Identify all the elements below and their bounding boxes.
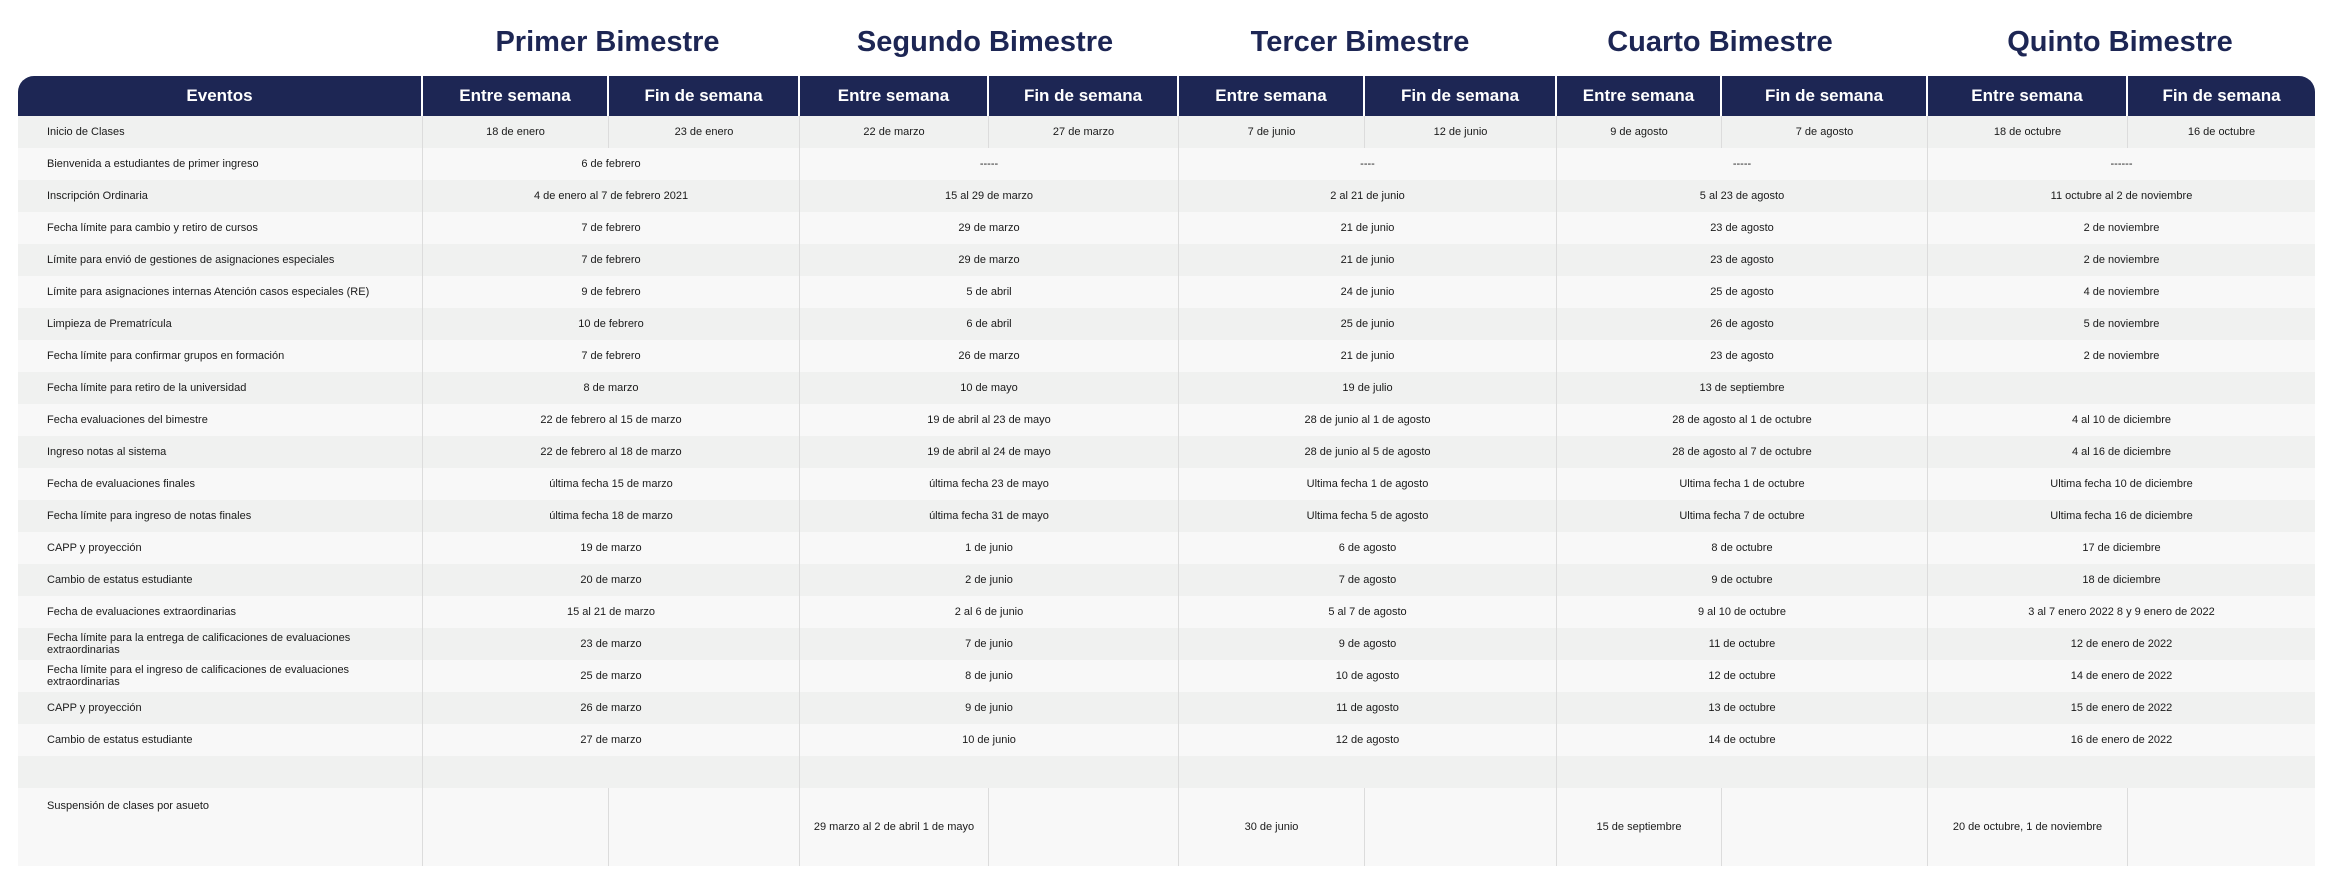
table-cell: 25 de agosto bbox=[1557, 276, 1928, 308]
table-cell: 15 al 29 de marzo bbox=[800, 180, 1179, 212]
calendar-table bbox=[18, 76, 2315, 866]
table-cell: 20 de marzo bbox=[423, 564, 800, 596]
table-cell bbox=[2128, 788, 2315, 866]
table-cell: 24 de junio bbox=[1179, 276, 1557, 308]
table-cell: 27 de marzo bbox=[423, 724, 800, 756]
event-label: Límite para envió de gestiones de asignaciones especiales bbox=[18, 244, 423, 276]
table-cell: 5 de abril bbox=[800, 276, 1179, 308]
table-cell: Ultima fecha 10 de diciembre bbox=[1928, 468, 2315, 500]
table-cell: 26 de marzo bbox=[423, 692, 800, 724]
event-label: Límite para asignaciones internas Atención casos especiales (RE) bbox=[18, 276, 423, 308]
header-b4-entre-semana: Entre semana bbox=[1557, 76, 1722, 116]
table-row bbox=[18, 404, 2315, 436]
table-cell: 9 de febrero bbox=[423, 276, 800, 308]
table-cell: 15 al 21 de marzo bbox=[423, 596, 800, 628]
table-cell: 15 de enero de 2022 bbox=[1928, 692, 2315, 724]
table-cell: última fecha 23 de mayo bbox=[800, 468, 1179, 500]
table-cell: 2 de noviembre bbox=[1928, 212, 2315, 244]
table-cell: 18 de enero bbox=[423, 116, 609, 148]
table-cell: Ultima fecha 7 de octubre bbox=[1557, 500, 1928, 532]
table-row bbox=[18, 340, 2315, 372]
event-label: Limpieza de Prematrícula bbox=[18, 308, 423, 340]
suspension-row bbox=[18, 788, 2315, 866]
table-cell: 10 de febrero bbox=[423, 308, 800, 340]
header-eventos: Eventos bbox=[18, 76, 423, 116]
table-row bbox=[18, 244, 2315, 276]
table-cell: 10 de mayo bbox=[800, 372, 1179, 404]
event-label: Fecha límite para ingreso de notas finales bbox=[18, 500, 423, 532]
table-cell: 8 de marzo bbox=[423, 372, 800, 404]
table-row bbox=[18, 276, 2315, 308]
table-cell: 6 de abril bbox=[800, 308, 1179, 340]
table-cell: 10 de agosto bbox=[1179, 660, 1557, 692]
table-cell: 7 de junio bbox=[1179, 116, 1365, 148]
table-cell bbox=[609, 788, 800, 866]
header-b3-entre-semana: Entre semana bbox=[1179, 76, 1365, 116]
table-cell: ------ bbox=[1928, 148, 2315, 180]
table-cell: 21 de junio bbox=[1179, 212, 1557, 244]
table-cell: 2 de noviembre bbox=[1928, 340, 2315, 372]
table-row bbox=[18, 148, 2315, 180]
table-cell: 7 de agosto bbox=[1722, 116, 1928, 148]
event-label: Inscripción Ordinaria bbox=[18, 180, 423, 212]
spacer-cell bbox=[1179, 756, 1557, 788]
table-cell: 21 de junio bbox=[1179, 340, 1557, 372]
event-label: Fecha de evaluaciones finales bbox=[18, 468, 423, 500]
table-cell: 5 de noviembre bbox=[1928, 308, 2315, 340]
table-cell: 29 de marzo bbox=[800, 244, 1179, 276]
table-cell: 4 de enero al 7 de febrero 2021 bbox=[423, 180, 800, 212]
table-cell: 15 de septiembre bbox=[1557, 788, 1722, 866]
table-cell: 16 de octubre bbox=[2128, 116, 2315, 148]
table-row bbox=[18, 468, 2315, 500]
bimestre-3-title: Tercer Bimestre bbox=[1250, 26, 1470, 58]
table-cell: 18 de octubre bbox=[1928, 116, 2128, 148]
table-cell: 4 de noviembre bbox=[1928, 276, 2315, 308]
table-cell: 22 de marzo bbox=[800, 116, 989, 148]
bimestre-1-title: Primer Bimestre bbox=[495, 26, 720, 58]
table-cell: 7 de febrero bbox=[423, 340, 800, 372]
table-cell: 19 de julio bbox=[1179, 372, 1557, 404]
event-label: Fecha límite para la entrega de calificaciones de evaluaciones extraordinarias bbox=[18, 628, 423, 660]
table-row bbox=[18, 308, 2315, 340]
table-cell: 2 de junio bbox=[800, 564, 1179, 596]
table-cell: ---- bbox=[1179, 148, 1557, 180]
event-label: Fecha límite para el ingreso de calificaciones de evaluaciones extraordinarias bbox=[18, 660, 423, 692]
table-cell: 8 de junio bbox=[800, 660, 1179, 692]
header-b4-fin-de-semana: Fin de semana bbox=[1722, 76, 1928, 116]
table-cell: 9 de junio bbox=[800, 692, 1179, 724]
spacer-cell bbox=[800, 756, 1179, 788]
table-cell: Ultima fecha 1 de octubre bbox=[1557, 468, 1928, 500]
table-cell: 22 de febrero al 18 de marzo bbox=[423, 436, 800, 468]
spacer-cell bbox=[423, 756, 800, 788]
table-cell: 29 marzo al 2 de abril 1 de mayo bbox=[800, 788, 989, 866]
table-row bbox=[18, 180, 2315, 212]
table-cell: 7 de junio bbox=[800, 628, 1179, 660]
table-cell: 25 de junio bbox=[1179, 308, 1557, 340]
table-cell: 29 de marzo bbox=[800, 212, 1179, 244]
bimestre-2-title: Segundo Bimestre bbox=[856, 26, 1114, 58]
header-b2-fin-de-semana: Fin de semana bbox=[989, 76, 1179, 116]
spacer-cell bbox=[1557, 756, 1928, 788]
table-cell bbox=[989, 788, 1179, 866]
table-cell: 28 de junio al 1 de agosto bbox=[1179, 404, 1557, 436]
event-label: Inicio de Clases bbox=[18, 116, 423, 148]
table-cell: 12 de enero de 2022 bbox=[1928, 628, 2315, 660]
table-row bbox=[18, 628, 2315, 660]
table-row bbox=[18, 372, 2315, 404]
table-cell: 23 de agosto bbox=[1557, 340, 1928, 372]
table-cell: 28 de agosto al 1 de octubre bbox=[1557, 404, 1928, 436]
table-cell: 4 al 16 de diciembre bbox=[1928, 436, 2315, 468]
table-row bbox=[18, 692, 2315, 724]
table-cell: 8 de octubre bbox=[1557, 532, 1928, 564]
table-cell: 20 de octubre, 1 de noviembre bbox=[1928, 788, 2128, 866]
table-cell: 27 de marzo bbox=[989, 116, 1179, 148]
table-cell: 23 de enero bbox=[609, 116, 800, 148]
header-row bbox=[18, 76, 2315, 116]
header-b5-entre-semana: Entre semana bbox=[1928, 76, 2128, 116]
table-cell: 5 al 23 de agosto bbox=[1557, 180, 1928, 212]
table-cell: 10 de junio bbox=[800, 724, 1179, 756]
table-cell: 7 de febrero bbox=[423, 244, 800, 276]
header-b1-entre-semana: Entre semana bbox=[423, 76, 609, 116]
table-cell: 16 de enero de 2022 bbox=[1928, 724, 2315, 756]
event-label: Suspensión de clases por asueto bbox=[18, 788, 423, 866]
table-row bbox=[18, 532, 2315, 564]
table-row bbox=[18, 596, 2315, 628]
event-label: Fecha de evaluaciones extraordinarias bbox=[18, 596, 423, 628]
table-cell: 13 de octubre bbox=[1557, 692, 1928, 724]
table-cell: 7 de agosto bbox=[1179, 564, 1557, 596]
event-label: Fecha límite para cambio y retiro de cursos bbox=[18, 212, 423, 244]
table-cell: ----- bbox=[1557, 148, 1928, 180]
table-cell bbox=[1722, 788, 1928, 866]
table-cell: 2 de noviembre bbox=[1928, 244, 2315, 276]
table-row bbox=[18, 436, 2315, 468]
table-cell: última fecha 31 de mayo bbox=[800, 500, 1179, 532]
bimestre-5-title: Quinto Bimestre bbox=[2007, 26, 2233, 58]
table-cell: 26 de agosto bbox=[1557, 308, 1928, 340]
table-cell: 12 de octubre bbox=[1557, 660, 1928, 692]
event-label: CAPP y proyección bbox=[18, 692, 423, 724]
header-b5-fin-de-semana: Fin de semana bbox=[2128, 76, 2315, 116]
table-row bbox=[18, 660, 2315, 692]
table-cell: Ultima fecha 16 de diciembre bbox=[1928, 500, 2315, 532]
table-cell: Ultima fecha 5 de agosto bbox=[1179, 500, 1557, 532]
table-cell bbox=[1928, 372, 2315, 404]
table-cell: última fecha 18 de marzo bbox=[423, 500, 800, 532]
table-cell: 12 de junio bbox=[1365, 116, 1557, 148]
table-cell: 30 de junio bbox=[1179, 788, 1365, 866]
table-cell: 21 de junio bbox=[1179, 244, 1557, 276]
table-cell: 5 al 7 de agosto bbox=[1179, 596, 1557, 628]
table-cell: 12 de agosto bbox=[1179, 724, 1557, 756]
table-cell: 19 de marzo bbox=[423, 532, 800, 564]
event-label: Bienvenida a estudiantes de primer ingreso bbox=[18, 148, 423, 180]
header-b3-fin-de-semana: Fin de semana bbox=[1365, 76, 1557, 116]
event-label: Fecha límite para confirmar grupos en formación bbox=[18, 340, 423, 372]
table-cell: 11 de agosto bbox=[1179, 692, 1557, 724]
table-cell: 23 de agosto bbox=[1557, 212, 1928, 244]
table-cell: 28 de agosto al 7 de octubre bbox=[1557, 436, 1928, 468]
table-row bbox=[18, 212, 2315, 244]
table-cell: 19 de abril al 23 de mayo bbox=[800, 404, 1179, 436]
table-cell bbox=[423, 788, 609, 866]
table-cell: 11 de octubre bbox=[1557, 628, 1928, 660]
header-b2-entre-semana: Entre semana bbox=[800, 76, 989, 116]
table-cell: 28 de junio al 5 de agosto bbox=[1179, 436, 1557, 468]
table-cell: 2 al 6 de junio bbox=[800, 596, 1179, 628]
table-cell: 19 de abril al 24 de mayo bbox=[800, 436, 1179, 468]
bimestre-4-title: Cuarto Bimestre bbox=[1607, 26, 1833, 58]
spacer-cell bbox=[1928, 756, 2315, 788]
table-cell: 7 de febrero bbox=[423, 212, 800, 244]
table-row bbox=[18, 500, 2315, 532]
table-cell: Ultima fecha 1 de agosto bbox=[1179, 468, 1557, 500]
table-cell: 2 al 21 de junio bbox=[1179, 180, 1557, 212]
table-cell: 6 de febrero bbox=[423, 148, 800, 180]
event-label: Cambio de estatus estudiante bbox=[18, 564, 423, 596]
table-cell: 3 al 7 enero 2022 8 y 9 enero de 2022 bbox=[1928, 596, 2315, 628]
table-row bbox=[18, 116, 2315, 148]
table-cell bbox=[1365, 788, 1557, 866]
table-cell: 14 de enero de 2022 bbox=[1928, 660, 2315, 692]
table-cell: 25 de marzo bbox=[423, 660, 800, 692]
table-cell: 11 octubre al 2 de noviembre bbox=[1928, 180, 2315, 212]
table-row bbox=[18, 564, 2315, 596]
table-cell: 9 de agosto bbox=[1557, 116, 1722, 148]
event-label: Fecha evaluaciones del bimestre bbox=[18, 404, 423, 436]
table-cell: 6 de agosto bbox=[1179, 532, 1557, 564]
table-cell: 13 de septiembre bbox=[1557, 372, 1928, 404]
table-cell: 1 de junio bbox=[800, 532, 1179, 564]
table-cell: 9 de agosto bbox=[1179, 628, 1557, 660]
spacer-cell bbox=[18, 756, 423, 788]
table-cell: 14 de octubre bbox=[1557, 724, 1928, 756]
event-label: CAPP y proyección bbox=[18, 532, 423, 564]
header-b1-fin-de-semana: Fin de semana bbox=[609, 76, 800, 116]
table-cell: ----- bbox=[800, 148, 1179, 180]
event-label: Fecha límite para retiro de la universidad bbox=[18, 372, 423, 404]
spacer-row bbox=[18, 756, 2315, 788]
table-cell: última fecha 15 de marzo bbox=[423, 468, 800, 500]
table-cell: 17 de diciembre bbox=[1928, 532, 2315, 564]
event-label: Ingreso notas al sistema bbox=[18, 436, 423, 468]
event-label: Cambio de estatus estudiante bbox=[18, 724, 423, 756]
table-cell: 9 de octubre bbox=[1557, 564, 1928, 596]
table-row bbox=[18, 724, 2315, 756]
table-cell: 22 de febrero al 15 de marzo bbox=[423, 404, 800, 436]
table-cell: 23 de agosto bbox=[1557, 244, 1928, 276]
table-cell: 23 de marzo bbox=[423, 628, 800, 660]
table-cell: 26 de marzo bbox=[800, 340, 1179, 372]
table-cell: 18 de diciembre bbox=[1928, 564, 2315, 596]
table-cell: 9 al 10 de octubre bbox=[1557, 596, 1928, 628]
table-cell: 4 al 10 de diciembre bbox=[1928, 404, 2315, 436]
